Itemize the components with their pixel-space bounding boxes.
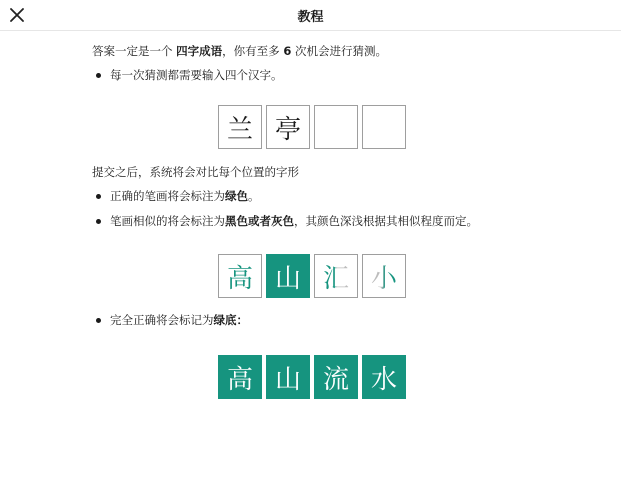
bullet-text-end: ，其颜色深浅根据其相似程度而定。 <box>294 214 478 228</box>
feedback-tile-partial <box>314 254 358 298</box>
partial-char: 小 <box>371 258 397 295</box>
intro-bold-idiom: 四字成语 <box>176 44 223 58</box>
page-title: 教程 <box>297 10 324 25</box>
bullet-text: 正确的笔画将会标注为 <box>110 189 225 203</box>
complete-tile: 水 <box>362 355 406 399</box>
top-bar <box>0 0 621 31</box>
intro-paragraph <box>92 43 562 59</box>
complete-tile: 高 <box>218 355 262 399</box>
intro-text: 答案一定是一个 <box>92 44 177 58</box>
intro-text-mid: ，你有至多 <box>222 44 284 58</box>
feedback-bullet-gray <box>92 213 562 229</box>
feedback-section <box>92 164 562 229</box>
feedback-bullet-green <box>92 188 562 204</box>
bullet-bold: 绿色 <box>225 189 248 203</box>
complete-tiles <box>218 355 406 399</box>
feedback-intro: 提交之后，系统将会对比每个位置的字形 <box>92 165 299 179</box>
tutorial-content <box>92 43 562 83</box>
partial-char: 汇 <box>323 258 349 295</box>
feedback-tile-partial <box>362 254 406 298</box>
bullet-bold: 黑色或者灰色 <box>225 214 294 228</box>
input-tile <box>314 105 358 149</box>
bullet-bold: 绿底： <box>213 313 248 327</box>
complete-tile: 流 <box>314 355 358 399</box>
example-feedback-tiles <box>218 254 406 298</box>
input-tile <box>362 105 406 149</box>
feedback-tile-green: 高 <box>218 254 262 298</box>
complete-section <box>92 312 562 328</box>
example-input-tiles <box>218 105 406 149</box>
input-tile: 亭 <box>266 105 310 149</box>
bullet-text-end: 。 <box>248 189 260 203</box>
bullet-text: 完全正确将会标记为 <box>110 313 214 327</box>
complete-tile: 山 <box>266 355 310 399</box>
input-tile: 兰 <box>218 105 262 149</box>
feedback-tile-solid: 山 <box>266 254 310 298</box>
bullet-text: 笔画相似的将会标注为 <box>110 214 225 228</box>
intro-text-end: 次机会进行猜测。 <box>291 44 387 58</box>
intro-bullet: 每一次猜测都需要输入四个汉字。 <box>92 67 562 83</box>
intro-bold-count: 6 <box>283 44 292 58</box>
complete-bullet <box>92 312 562 328</box>
